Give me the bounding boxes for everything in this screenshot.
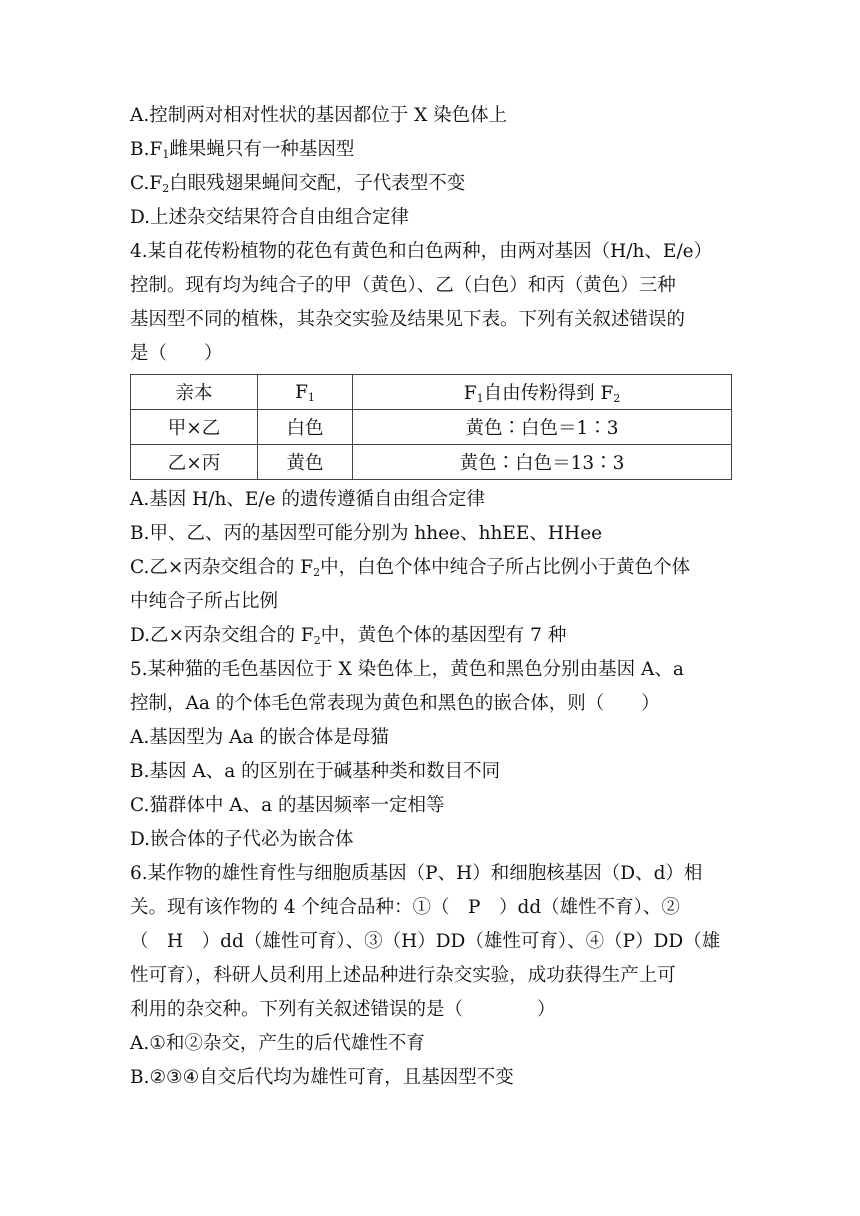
q3-option-d: D.上述杂交结果符合自由组合定律 — [130, 207, 410, 228]
q4-stem-line-4: 是（ ） — [130, 343, 223, 364]
q6-stem-line-5: 利用的杂交种。下列有关叙述错误的是（ ） — [130, 999, 556, 1020]
q3-option-c: $C.F_2$白眼残翅果蝇间交配，子代表型不变 — [130, 173, 466, 195]
q4-option-c-cont: 中纯合子所占比例 — [130, 591, 279, 612]
cell-f2: 黄色∶白色＝13∶3 — [353, 445, 732, 480]
cell-parents: 甲×乙 — [131, 410, 258, 445]
q6-stem-line-3: （ H ）dd（雄性可育）、③（H）DD（雄性可育）、④（P）DD（雄 — [130, 931, 721, 952]
q4-cross-table — [130, 374, 732, 480]
table-row — [131, 445, 732, 480]
q5-option-b: B.基因 A、a 的区别在于碱基种类和数目不同 — [130, 761, 501, 782]
q6-option-a: A.①和②杂交，产生的后代雄性不育 — [130, 1033, 425, 1054]
q4-option-a: A.基因 H/h、E/e 的遗传遵循自由组合定律 — [130, 489, 485, 510]
q5-option-c: C.猫群体中 A、a 的基因频率一定相等 — [130, 795, 445, 816]
q6-stem-line-1: 6.某作物的雄性育性与细胞质基因（P、H）和细胞核基因（D、d）相 — [130, 863, 703, 884]
q4-option-b: B.甲、乙、丙的基因型可能分别为 hhee、hhEE、HHee — [130, 523, 603, 544]
q5-stem-line-1: 5.某种猫的毛色基因位于 X 染色体上，黄色和黑色分别由基因 A、a — [130, 659, 684, 680]
q4-stem-line-2: 控制。现有均为纯合子的甲（黄色）、乙（白色）和丙（黄色）三种 — [130, 275, 676, 296]
header-f2: $F_1$自由传粉得到 $F_2$ — [353, 375, 732, 410]
q4-option-c: C.乙×丙杂交组合的 $F_2$中，白色个体中纯合子所占比例小于黄色个体 — [130, 557, 691, 579]
q4-stem-line-1: 4.某自花传粉植物的花色有黄色和白色两种，由两对基因（H/h、E/e） — [130, 241, 713, 262]
table-row — [131, 410, 732, 445]
cell-f1: 黄色 — [258, 445, 353, 480]
exam-page — [130, 99, 732, 1095]
cell-f1: 白色 — [258, 410, 353, 445]
q3-option-a: A.控制两对相对性状的基因都位于 X 染色体上 — [130, 105, 508, 126]
table-header-row — [131, 375, 732, 410]
q6-stem-line-2: 关。现有该作物的 4 个纯合品种：①（ P ）dd（雄性不育）、② — [130, 897, 680, 918]
q6-stem-line-4: 性可育），科研人员利用上述品种进行杂交实验，成功获得生产上可 — [130, 965, 676, 986]
cell-f2: 黄色∶白色＝1∶3 — [353, 410, 732, 445]
q5-option-a: A.基因型为 Aa 的嵌合体是母猫 — [130, 727, 389, 748]
q6-option-b: B.②③④自交后代均为雄性可育，且基因型不变 — [130, 1067, 514, 1088]
q4-option-d: D.乙×丙杂交组合的 $F_2$中，黄色个体的基因型有 7 种 — [130, 625, 567, 647]
q4-stem-line-3: 基因型不同的植株，其杂交实验及结果见下表。下列有关叙述错误的 — [130, 309, 686, 330]
header-f1: $F_1$ — [258, 375, 353, 410]
header-parents: 亲本 — [131, 375, 258, 410]
q5-option-d: D.嵌合体的子代必为嵌合体 — [130, 829, 354, 850]
cell-parents: 乙×丙 — [131, 445, 258, 480]
q5-stem-line-2: 控制，Aa 的个体毛色常表现为黄色和黑色的嵌合体，则（ ） — [130, 693, 660, 714]
q3-option-b: $B.F_1$雌果蝇只有一种基因型 — [130, 139, 355, 161]
